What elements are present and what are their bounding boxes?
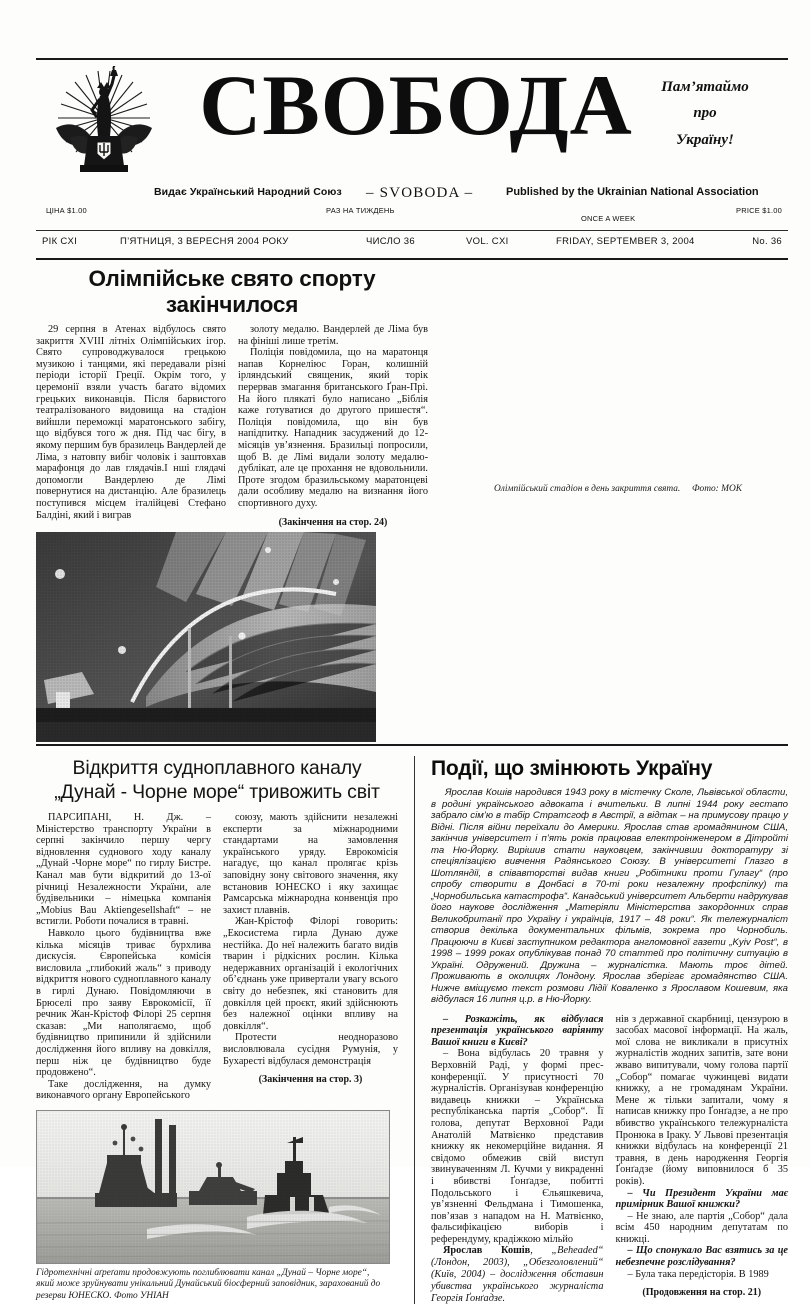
slogan-line-3: Україну! [676, 131, 734, 148]
interview-headline: Події, що змінюють Україну [431, 757, 713, 781]
section-divider-rule [36, 744, 788, 746]
interview-column-2 [616, 1014, 789, 1304]
interview-book-author: Ярослав Кошів [443, 1245, 531, 1257]
slogan-line-1: Пам’ятаймо [661, 79, 749, 95]
date-en: FRIDAY, SEPTEMBER 3, 2004 [556, 236, 695, 247]
olympics-para-1: 29 серпня в Атенах відбулось свято закриття XVIII літніх Олімпійських ігор. Свято супроводжувалося грецькою музикою і танцями, які передавали різні періоди історії Греції. Окрім того, у церемонії взяли участь багато відомих грецьких виконавців. Після барвистого театралізованого видовища на стадіон вийшли переможці маратонського забігу, що відбувся того ж дня. Під час бігу, в якому першим був бразилець Вандерлей де Ліма, з натовпу вибіг чоловік і заштовхав марафонця до лав глядачів.І нші глядачі допомогли Вандерлею де Лімі повернутися на дистанцію. Але бразилець поступився місцем італійцеві Стефано Балдіні, який і виграв [36, 324, 226, 521]
interview-question-3: – Що спонукало Вас взятись за це небезпечне розслідування? [615, 1245, 788, 1269]
danube-canal-caption [36, 1268, 388, 1302]
lower-section [36, 756, 788, 1304]
slogan-line-2: про [693, 105, 717, 122]
olympics-column-1 [36, 324, 226, 528]
story-canal [36, 756, 398, 1304]
danube-canal-caption-text: Гідротехнічні аґреґати продовжують поглиблювати канал „Дунай – Чорне море“, який може зруйнувати унікальний Дунайський біосферний заповідник, зарахований до резерви ЮНЕСКО. [36, 1267, 381, 1301]
canal-para-6: Протести неодноразово висловлювала сусідня Румунія, у Бухаресті відбулася демонстрація [223, 1032, 398, 1067]
olympic-stadium-caption [448, 484, 788, 495]
publisher-ua: Видає Український Народний Союз [154, 186, 342, 198]
interview-book-note [431, 1245, 604, 1304]
canal-column-2 [223, 812, 398, 1102]
story-olympics [36, 266, 788, 738]
canal-columns [36, 812, 398, 1102]
canal-headline-line-2: „Дунай - Чорне море“ тривожить світ [54, 781, 380, 804]
front-page-sheet [36, 57, 788, 1304]
olympics-jump-line[interactable]: (Закінчення на стор. 24) [278, 516, 388, 528]
price-en: PRICE $1.00 [736, 206, 782, 215]
canal-para-2: Навколо цього будівництва вже кілька місяців триває бурхлива дискусія. Європейська комісія висловила „глибокий жаль“ з приводу відкриття нового судноплавного каналу в гирлі Дунаю. Повідомляючи в Брюселі про заяву Еврокомісії, її речник Жан-Крістоф Філорі 25 серпня сказав: „Ми наполягаємо, щоб будівництво припинили й здійснили дослідження його впливу на довкілля, перш ніж це будівництво буде продовжено“. [36, 928, 211, 1079]
canal-jump-line[interactable]: (Закінчення на стор. 3) [258, 1074, 363, 1086]
olympic-stadium-photo [36, 532, 376, 742]
latin-title: – SVOBODA – [366, 185, 474, 201]
canal-headline-line-1: Відкриття судноплавного каналу [72, 757, 362, 780]
interview-answer-2: – Не знаю, але партія „Собор“ дала всім 450 народним депутатам по книжці. [615, 1210, 788, 1245]
danube-canal-dredging-photo [36, 1110, 390, 1264]
imprint-strip [36, 184, 788, 230]
price-ua: ЦІНА $1.00 [46, 206, 87, 215]
interview-book-details: , „Beheaded“ (Лондон, 2003), „Обезголовлений“ (Київ, 2004) – дослідження обставин убивства українського журналіста Георгія Ґонґадзе. [431, 1245, 604, 1304]
dateline-bottom-rule [36, 258, 788, 260]
olympics-headline: Олімпійське свято спорту закінчилося [88, 266, 376, 317]
olympic-stadium-caption-text: Олімпійський стадіон в день закриття свята. [494, 484, 681, 494]
issue-number-ua: ЧИСЛО 36 [366, 236, 415, 247]
interview-column-1 [431, 1014, 604, 1304]
date-ua: П’ЯТНИЦЯ, 3 ВЕРЕСНЯ 2004 РОКУ [120, 236, 289, 247]
olympics-column-2 [238, 324, 428, 528]
olympics-para-2: золоту медалю. Вандерлей де Ліма був на фініші лише третім. [238, 324, 428, 347]
canal-para-5: Жан-Крістоф Філорі говорить: „Екосистема гирла Дунаю дуже нестійка. До неї належить багато видів тварин і рідкісних рослин. Кілька недержавних організацій і екологічних об’єднань уже привертали увагу всього світу до небезпек, які становить для довкілля цей проєкт, який здійснюють без належної оцінки впливу на довкілля“. [223, 916, 398, 1032]
olympic-stadium-photo-credit: Фото: МОК [692, 484, 742, 494]
interview-answer-1-continued: нів з державної скарбниці, цензурою в засобах масової інформації. На жаль, мої слова не викликали в присутніх журналістів жодних запитів, зате вони жваво випитували, чому голова партії „Собор“ помагає чужинцеві видати книжку, а не громадянам України. Мене ж тільки запитали, чому я написав книжку про Ґонґадзе, а не про вбивство українського тележурналіста Пронюка в Іраку. У Львові презентація книжки відбулась на конференції 21 травня, в день народження Георгія Ґонґадзе (йому виповнилося б 35 років). [615, 1013, 788, 1187]
canal-headline [36, 756, 398, 804]
canal-para-1: ПАРСИПАНІ, Н. Дж. – Міністерство транспорту України в серпні закінчило першу чергу відновлення суднового ходу каналу „Дунай -Чорне море“ по гирлу Бистре. Канал мав бути відкритий до 13-ої річниці Незалежности України, але будівельники – німецька компанія „Mobius Bau Aktiengesellshaft“ – не встигли. Роботи почалися в травні. [36, 812, 211, 928]
interview-question-2: – Чи Президент України має примірник Вашої книжки? [615, 1187, 788, 1211]
page-title: СВОБОДА [199, 57, 633, 153]
issue-number-en: No. 36 [752, 236, 782, 247]
olympics-columns [36, 324, 428, 528]
masthead [36, 57, 788, 184]
interview-columns [431, 1014, 788, 1304]
olympics-para-3: Поліція повідомила, що на маратонця напав Корнеліюс Горан, колишній ірляндський священик, який торік перервав змагання британського Ґран-Прі. На його плякаті було написано „Біблія каже готуватися до другого пришестя“. Поліція повідомила, що він був напідпитку. Нападник засуджений до 12-місяців ув’язнення. Бразильці попросили, щоб В. де Лімі видали золоту медалю-дублікат, але це прохання не вдовольнили. Проте згодом бразильському маратонцеві дали особливу медалю на визнання його спортивного духу. [238, 347, 428, 509]
interview-question-1: – Розкажіть, як відбулася презентація українського варіянту Вашої книги в Києві? [431, 1013, 604, 1048]
interview-answer-3: – Була така передісторія. В 1989 [627, 1268, 769, 1280]
statue-of-liberty-with-trident-emblem [52, 66, 156, 174]
volume-en: VOL. CXI [466, 236, 509, 247]
interview-answer-1: – Вона відбулась 20 травня у Верховній Раді, у формі прес-конференції. У присутності 70 журналістів. Організував конференцію видавець книжки – Українська республіканська партія „Собор“. Її голова, депутат Верховної Ради Анатолій Матвієнко представив книжку як некомерційне видання. Я свідомо обмежив свій виступ звинуваченням Л. Кучми у викраденні і вбивстві Ґонґадзе, побитті Подольського і Єльяшкевича, ув’язненні Фельдмана і Тимошенка, пов’язав з нападом на Н. Матвієнко, фальсифікацією виборів і референдуму, крадіжкою мільйо [431, 1048, 604, 1245]
canal-para-4: союзу, мають здійснити незалежні експерти за міжнародними стандартами на замовлення українського уряду. Еврокомісія нагадує, що канал пролягає крізь заповідну зону світового значення, яку встановив ЮНЕСКО і яку захищає Рамсарська міжнародна конвенція про захист плавнів. [223, 812, 398, 916]
canal-column-1 [36, 812, 211, 1102]
dateline [36, 231, 788, 258]
slogan [630, 74, 780, 153]
interview-jump-line[interactable]: (Продовження на стор. 21) [642, 1287, 762, 1299]
publisher-en: Published by the Ukrainian National Association [506, 186, 759, 198]
column-divider [414, 756, 415, 1304]
story-interview [431, 756, 788, 1304]
frequency-en: ONCE A WEEK [581, 214, 636, 223]
canal-para-3: Таке дослідження, на думку виконавчого органу Европейського [36, 1078, 211, 1102]
danube-canal-photo-credit: Фото УНІАН [114, 1290, 169, 1301]
interview-lede: Ярослав Кошів народився 1943 року в містечку Сколе, Львівської области, в родині українського адвоката і вчительки. В липні 1944 року гестапо забрало сім’ю в табір Стратсгоф в Австрії, а відтак – на примусову працю у Відні. Після війни переїхали до Америки. Ярослав став громадянином США, закінчив університет і п’ять років працював електроінженером в Дітройті та Ню-Йорку. Вирішив стати науковцем, закінчивши докторатуру зі спеціялізацією вивчення Радянського Союзу. В університеті Глазго в Шотляндії, в співавторстві видав книги „Робітники проти Гулагу“ (про спробу створити в Донбасі в 70-ті роки незалежну профспілку) та „Чорнобильська катастрофа“. Канадський університет Альберти надрукував його наукове дослідження „Матеріяли Міністерства закордонних справ Великобританії про Україну і українців, 1917 – 48 роки“. Як тележурналіст створив декілька документальних фільмів, зокрема про Чорнобиль. Працюючи в Києві заступником редактора англомовної газети „Kyiv Post“, в 1998 – 1999 роках опублікував понад 70 статтей про політичну ситуацію в Україні. Одружений. Дружина – журналістка. Мають троє дітей. Проживають в околицях Лондону. Ярослав зберігає громадянство США. Нижче вміщуємо текст розмови Лідії Коваленко з Ярославом Кошевим, яка відбулася 16 липня ц.р. в Ню-Йорку. [431, 787, 788, 1006]
volume-ua: РІК CXI [42, 236, 78, 247]
frequency-ua: РАЗ НА ТИЖДЕНЬ [326, 206, 395, 215]
